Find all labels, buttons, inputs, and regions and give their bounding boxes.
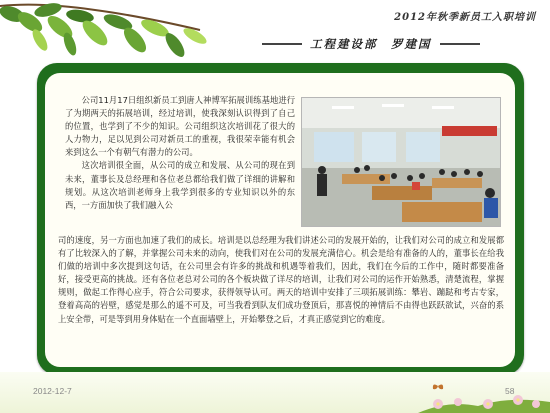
byline-text: 工程建设部 罗建国 xyxy=(310,37,432,51)
leafy-branch-icon xyxy=(0,0,230,62)
content-panel xyxy=(45,73,515,367)
article-paragraph-3: 司的速度，另一方面也加速了我们的成长。培训是以总经理为我们讲述公司的发展开始的，让我们对公司的成立和发展都有了比较深入的了解，并掌握公司未来的动向，使我们对在公司的发展充满信心。机会是给有准备的人的，董事长在给我们做的培训中多次提到这句话，在公司里会有许多的挑战和机遇等着我们，因此，我们在今后的工作中，随时都要准备好，接受更高的挑战。还有各位老总对公司的各个板块做了详尽的培训，让我们对公司的运作开始熟悉，清楚流程，掌握规则，做起工作得心应手，符合公司要求，获得领导认可。两天的培训中安排了三项拓展训练：攀岩、蹦跶和考古专家，登着高高的岩壁，感觉是那么的遥不可及，可当我看到队友们成功登顶后，那喜悦的神情后不由得也跃跃欲试，兴奋的系上安全带，可是等到用身体贴在一个直面墙壁上，开始攀登之后，才真正感觉到它的难度。 xyxy=(58,235,504,324)
training-room-photo xyxy=(301,97,501,227)
article-byline xyxy=(262,36,532,52)
page-header-title: 2012年秋季新员工入职培训 xyxy=(394,12,536,23)
page-number: 58 xyxy=(505,386,515,396)
article-paragraph-2: 这次培训很全面，从公司的成立和发展、从公司的现在到未来，董事长及总经理和各位老总都给我们做了详细的讲解和规划。从这次培训老师身上我学到很多的专业知识以外的东西，一方面加快了我们融入公 xyxy=(65,160,295,210)
article-column-text xyxy=(65,94,295,212)
footer-date: 2012-12-7 xyxy=(33,386,72,396)
flowers-butterfly-icon xyxy=(418,382,550,413)
article-full-width-text xyxy=(58,234,504,326)
byline-rule-right xyxy=(440,43,480,45)
classroom-photo-icon xyxy=(302,98,500,226)
byline-rule-left xyxy=(262,43,302,45)
article-paragraph-1: 公司11月17日组织新员工到唐人神博军拓展训练基地进行了为期两天的拓展培训，经过培训，使我深刻认识得到了自己的位置，也学到了不少的知识。公司组织这次培训花了很大的人力物力，足以见到公司对新员工的重视，我很荣幸能有机会来到这么一个有朝气有潜力的公司。 xyxy=(65,95,295,158)
